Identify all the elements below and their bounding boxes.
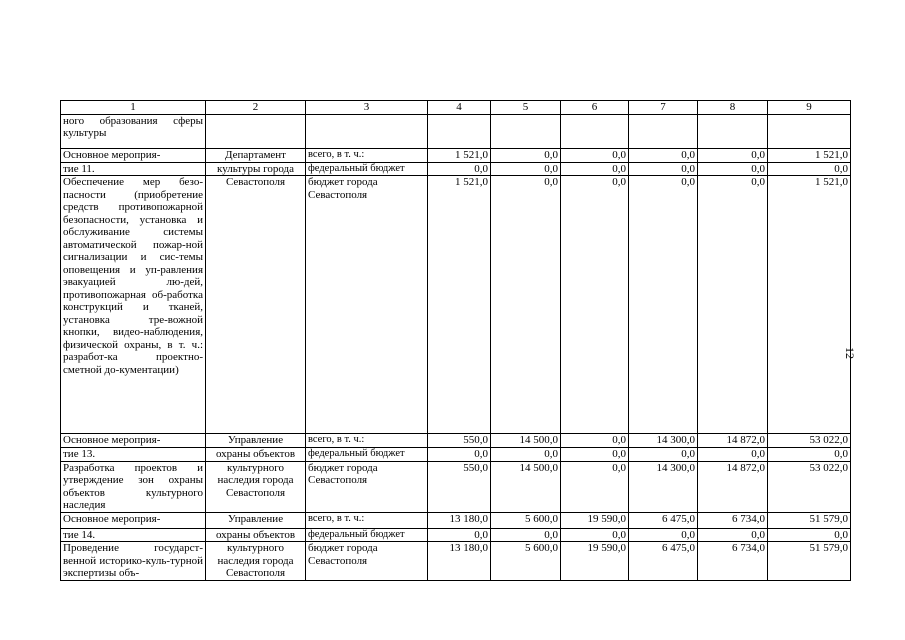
value-cell: 1 521,0 — [428, 148, 491, 162]
value-cell: 0,0 — [698, 448, 768, 462]
value-cell: 0,0 — [428, 528, 491, 542]
value-cell: 0,0 — [768, 162, 851, 176]
value-cell: 14 300,0 — [629, 434, 698, 448]
value-cell: 0,0 — [698, 176, 768, 434]
value-cell: 0,0 — [561, 148, 629, 162]
empty-cell — [561, 114, 629, 148]
value-cell: 0,0 — [629, 162, 698, 176]
empty-cell — [698, 114, 768, 148]
value-cell: 1 521,0 — [768, 148, 851, 162]
measure-2-row-3 — [61, 461, 851, 512]
funding-source: федеральный бюджет — [306, 448, 428, 462]
value-cell: 0,0 — [629, 528, 698, 542]
value-cell: 0,0 — [428, 162, 491, 176]
col-header-1: 1 — [61, 101, 206, 115]
value-cell: 6 734,0 — [698, 542, 768, 581]
empty-cell — [306, 114, 428, 148]
value-cell: 0,0 — [698, 162, 768, 176]
col-header-9: 9 — [768, 101, 851, 115]
executor-text-line: охраны объектов — [206, 448, 306, 462]
activity-text-line: тие 13. — [61, 448, 206, 462]
funding-source: всего, в т. ч.: — [306, 148, 428, 162]
empty-cell — [629, 114, 698, 148]
activity-text-line: тие 14. — [61, 528, 206, 542]
executor-text-line: Департамент — [206, 148, 306, 162]
value-cell: 0,0 — [491, 528, 561, 542]
activity-text-line: Основное мероприя- — [61, 434, 206, 448]
col-header-5: 5 — [491, 101, 561, 115]
value-cell: 51 579,0 — [768, 542, 851, 581]
funding-source: федеральный бюджет — [306, 162, 428, 176]
measure-3-row-1 — [61, 512, 851, 528]
measure-1-row-2 — [61, 162, 851, 176]
measure-2-row-1 — [61, 434, 851, 448]
value-cell: 550,0 — [428, 461, 491, 512]
funding-source: бюджет города Севастополя — [306, 542, 428, 581]
activity-text-line: Разработка проектов и утверждение зон охраны объектов культурного наследия — [61, 461, 206, 512]
measure-1-row-3 — [61, 176, 851, 434]
value-cell: 51 579,0 — [768, 512, 851, 528]
activity-text-line: Обеспечение мер безо-пасности (приобретение средств противопожарной безопасности, установка и обслуживание системы автоматической пожар-ной сигнализации и сис-темы оповещения и уп-равления эвакуацией лю-дей, противопожарная об-работка конструкций и тканей, установка тре-вожной кнопки, видео-наблюдения, физической охраны, в т. ч.: разработ-ка проектно-сметной до-кументации) — [61, 176, 206, 434]
measure-3-row-2 — [61, 528, 851, 542]
value-cell: 0,0 — [491, 176, 561, 434]
activity-text-line: Основное мероприя- — [61, 148, 206, 162]
value-cell: 53 022,0 — [768, 461, 851, 512]
funding-source: всего, в т. ч.: — [306, 512, 428, 528]
value-cell: 0,0 — [561, 528, 629, 542]
col-header-7: 7 — [629, 101, 698, 115]
activity-text-line: Основное мероприя- — [61, 512, 206, 528]
value-cell: 6 734,0 — [698, 512, 768, 528]
value-cell: 6 475,0 — [629, 512, 698, 528]
funding-source: всего, в т. ч.: — [306, 434, 428, 448]
executor-text-line: охраны объектов — [206, 528, 306, 542]
budget-table — [60, 100, 851, 581]
value-cell: 13 180,0 — [428, 512, 491, 528]
activity-text-line: Проведение государст-венной историко-куль-турной экспертизы объ- — [61, 542, 206, 581]
activity-text-line: тие 11. — [61, 162, 206, 176]
executor-text-line: культурного наследия города Севастополя — [206, 461, 306, 512]
empty-cell — [206, 114, 306, 148]
value-cell: 1 521,0 — [428, 176, 491, 434]
executor-text-line: Управление — [206, 512, 306, 528]
value-cell: 0,0 — [428, 448, 491, 462]
value-cell: 1 521,0 — [768, 176, 851, 434]
value-cell: 14 872,0 — [698, 434, 768, 448]
value-cell: 0,0 — [491, 162, 561, 176]
value-cell: 6 475,0 — [629, 542, 698, 581]
value-cell: 0,0 — [768, 528, 851, 542]
value-cell: 53 022,0 — [768, 434, 851, 448]
value-cell: 14 300,0 — [629, 461, 698, 512]
col-header-6: 6 — [561, 101, 629, 115]
funding-source: бюджет города Севастополя — [306, 176, 428, 434]
funding-source: бюджет города Севастополя — [306, 461, 428, 512]
value-cell: 0,0 — [491, 148, 561, 162]
empty-cell — [768, 114, 851, 148]
measure-3-row-3 — [61, 542, 851, 581]
measure-2-row-2 — [61, 448, 851, 462]
value-cell: 0,0 — [561, 162, 629, 176]
col-header-4: 4 — [428, 101, 491, 115]
continuation-row — [61, 114, 851, 148]
value-cell: 5 600,0 — [491, 542, 561, 581]
empty-cell — [428, 114, 491, 148]
empty-cell — [491, 114, 561, 148]
executor-text-line: Севастополя — [206, 176, 306, 434]
executor-text-line: культуры города — [206, 162, 306, 176]
col-header-8: 8 — [698, 101, 768, 115]
value-cell: 0,0 — [768, 448, 851, 462]
value-cell: 0,0 — [561, 176, 629, 434]
value-cell: 0,0 — [629, 448, 698, 462]
value-cell: 0,0 — [561, 434, 629, 448]
continuation-text: ного образования сферы культуры — [61, 114, 206, 148]
value-cell: 19 590,0 — [561, 512, 629, 528]
value-cell: 0,0 — [698, 148, 768, 162]
value-cell: 5 600,0 — [491, 512, 561, 528]
value-cell: 14 500,0 — [491, 461, 561, 512]
value-cell: 0,0 — [561, 448, 629, 462]
measure-1-row-1 — [61, 148, 851, 162]
value-cell: 19 590,0 — [561, 542, 629, 581]
value-cell: 0,0 — [561, 461, 629, 512]
col-header-3: 3 — [306, 101, 428, 115]
value-cell: 13 180,0 — [428, 542, 491, 581]
header-row — [61, 101, 851, 115]
value-cell: 14 872,0 — [698, 461, 768, 512]
value-cell: 0,0 — [698, 528, 768, 542]
value-cell: 14 500,0 — [491, 434, 561, 448]
value-cell: 0,0 — [491, 448, 561, 462]
value-cell: 0,0 — [629, 148, 698, 162]
executor-text-line: Управление — [206, 434, 306, 448]
funding-source: федеральный бюджет — [306, 528, 428, 542]
executor-text-line: культурного наследия города Севастополя — [206, 542, 306, 581]
value-cell: 550,0 — [428, 434, 491, 448]
value-cell: 0,0 — [629, 176, 698, 434]
page-number: 12 — [843, 347, 857, 359]
col-header-2: 2 — [206, 101, 306, 115]
